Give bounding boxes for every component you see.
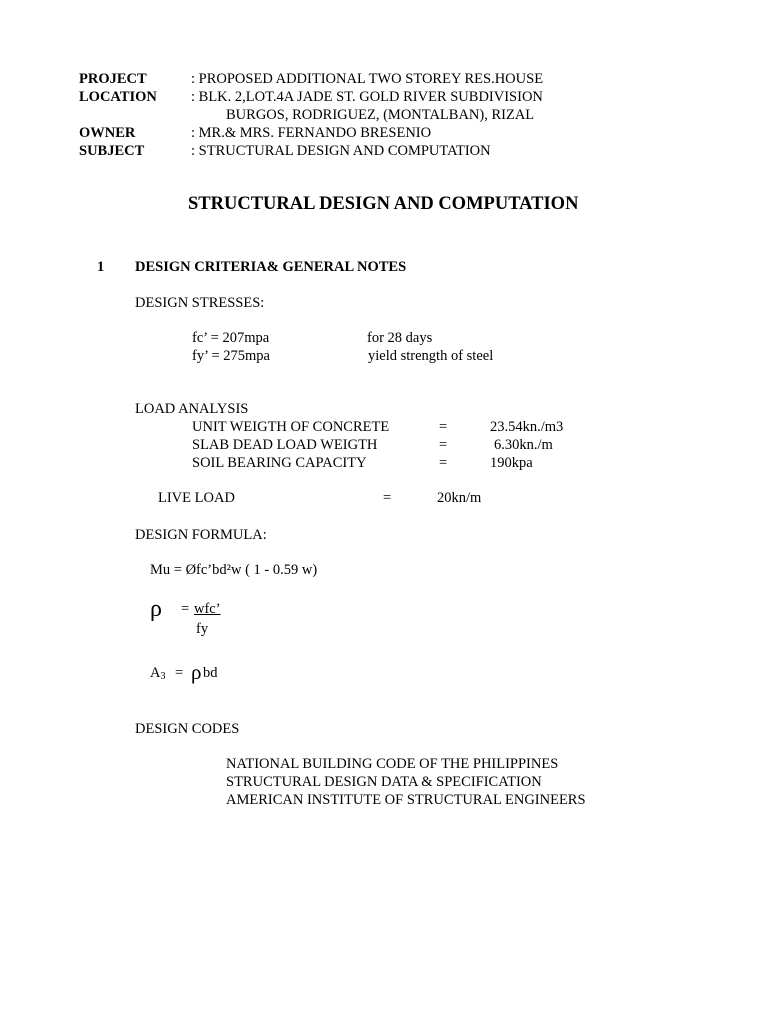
design-code-item: STRUCTURAL DESIGN DATA & SPECIFICATION — [226, 774, 542, 790]
stress-fy-expr: fy’ = 275mpa — [192, 348, 270, 364]
mu-formula: Mu = Øfc’bd²w ( 1 - 0.59 w) — [150, 562, 318, 578]
load-row-label: SOIL BEARING CAPACITY — [192, 455, 367, 471]
as-subscript: 3 — [160, 671, 166, 682]
design-code-item: AMERICAN INSTITUTE OF STRUCTURAL ENGINEERS — [226, 792, 586, 808]
section-number: 1 — [97, 259, 105, 275]
load-row-label: UNIT WEIGTH OF CONCRETE — [192, 419, 390, 435]
live-load-label: LIVE LOAD — [158, 490, 235, 506]
load-analysis-heading: LOAD ANALYSIS — [135, 401, 249, 417]
as-formula — [150, 664, 165, 684]
project-value: : PROPOSED ADDITIONAL TWO STOREY RES.HOUSE — [191, 71, 544, 87]
load-row-equals: = — [439, 437, 448, 453]
document-title: STRUCTURAL DESIGN AND COMPUTATION — [188, 194, 579, 214]
owner-value: : MR.& MRS. FERNANDO BRESENIO — [191, 125, 432, 141]
rho-symbol: ρ — [150, 596, 162, 622]
load-row-value: 190kpa — [490, 455, 533, 471]
stress-fy-note: yield strength of steel — [368, 348, 494, 364]
live-load-equals: = — [383, 490, 392, 506]
load-row-equals: = — [439, 455, 448, 471]
design-stresses-heading: DESIGN STRESSES: — [135, 295, 265, 311]
load-row-value: 23.54kn./m3 — [490, 419, 564, 435]
load-row-value: 6.30kn./m — [494, 437, 553, 453]
live-load-value: 20kn/m — [437, 490, 482, 506]
location-value-line2: BURGOS, RODRIGUEZ, (MONTALBAN), RIZAL — [226, 107, 535, 123]
design-code-item: NATIONAL BUILDING CODE OF THE PHILIPPINES — [226, 756, 559, 772]
subject-label: SUBJECT — [79, 143, 145, 159]
design-codes-heading: DESIGN CODES — [135, 721, 240, 737]
rho-denominator: fy — [196, 621, 209, 637]
location-value-line1: : BLK. 2,LOT.4A JADE ST. GOLD RIVER SUBDIVISION — [191, 89, 543, 105]
subject-value: : STRUCTURAL DESIGN AND COMPUTATION — [191, 143, 491, 159]
owner-label: OWNER — [79, 125, 136, 141]
design-formula-heading: DESIGN FORMULA: — [135, 527, 267, 543]
as-symbol: A — [150, 665, 161, 681]
as-equals: = — [175, 665, 184, 681]
stress-fc-note: for 28 days — [367, 330, 433, 346]
project-label: PROJECT — [79, 71, 147, 87]
location-label: LOCATION — [79, 89, 157, 105]
stress-fc-expr: fc’ = 207mpa — [192, 330, 270, 346]
load-row-label: SLAB DEAD LOAD WEIGTH — [192, 437, 378, 453]
section-heading: DESIGN CRITERIA& GENERAL NOTES — [135, 259, 407, 275]
as-rho-symbol: ρ — [191, 660, 202, 684]
load-row-equals: = — [439, 419, 448, 435]
rho-numerator: wfc’ — [194, 601, 221, 617]
as-bd: bd — [203, 665, 218, 681]
rho-equals: = — [181, 601, 190, 617]
